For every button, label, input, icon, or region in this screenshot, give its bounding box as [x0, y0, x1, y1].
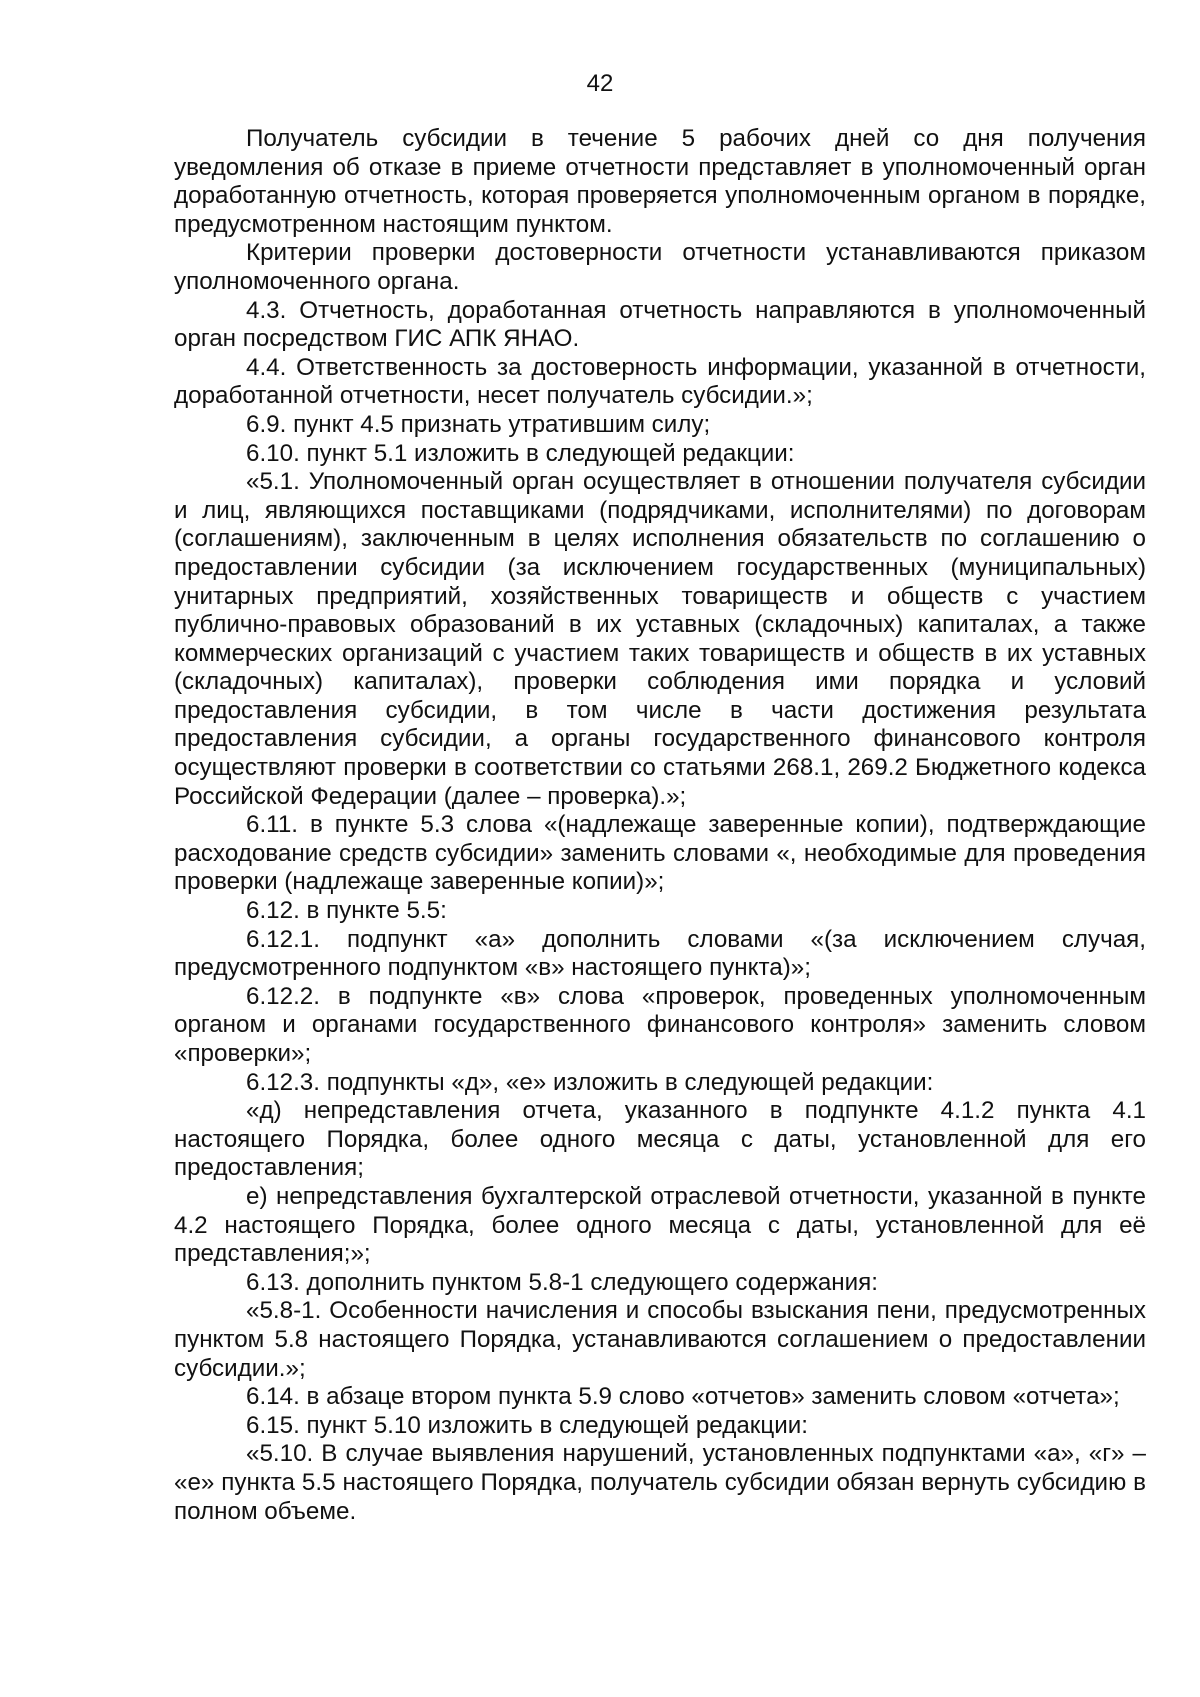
paragraph-verification-criteria: Критерии проверки достоверности отчетности устанавливаются приказом уполномоченного органа.	[174, 239, 1146, 295]
paragraph-6-9: 6.9. пункт 4.5 признать утратившим силу;	[246, 410, 711, 438]
paragraph-recipient-resubmission: Получатель субсидии в течение 5 рабочих дней со дня получения уведомления об отказе в приеме отчетности представляет в уполномоченный орган доработанную отчетность, которая проверяется уполномоченным органом в порядке, предусмотренном настоящим пунктом.	[174, 125, 1146, 238]
paragraph-4-4: 4.4. Ответственность за достоверность информации, указанной в отчетности, доработанной отчетности, несет получатель субсидии.»;	[174, 353, 1146, 410]
paragraph-subitem-d: «д) непредставления отчета, указанного в подпункте 4.1.2 пункта 4.1 настоящего Порядка, более одного месяца с даты, установленной для его предоставления;	[174, 1097, 1146, 1182]
document-body	[174, 125, 1146, 1526]
paragraph-6-10: 6.10. пункт 5.1 изложить в следующей редакции:	[246, 439, 795, 467]
paragraph-6-12-3: 6.12.3. подпункты «д», «е» изложить в следующей редакции:	[246, 1068, 934, 1096]
paragraph-6-14: 6.14. в абзаце втором пункта 5.9 слово «отчетов» заменить словом «отчета»;	[246, 1383, 1120, 1411]
page-number: 42	[586, 70, 614, 97]
paragraph-6-15: 6.15. пункт 5.10 изложить в следующей редакции:	[246, 1411, 808, 1439]
paragraph-6-12: 6.12. в пункте 5.5:	[246, 897, 447, 925]
paragraph-subitem-e: е) непредставления бухгалтерской отраслевой отчетности, указанной в пункте 4.2 настоящего Порядка, более одного месяца с даты, установленной для её представления;»;	[174, 1182, 1146, 1268]
paragraph-6-11: 6.11. в пункте 5.3 слова «(надлежаще заверенные копии), подтверждающие расходование средств субсидии» заменить словами «, необходимые для проведения проверки (надлежаще заверенные копии)»;	[174, 811, 1146, 896]
paragraph-6-12-2: 6.12.2. в подпункте «в» слова «проверок, проведенных уполномоченным органом и органами государственного финансового контроля» заменить словом «проверки»;	[174, 982, 1146, 1067]
paragraph-5-1-text: «5.1. Уполномоченный орган осуществляет в отношении получателя субсидии и лиц, являющихся поставщиками (подрядчиками, исполнителями) по договорам (соглашениям), заключенным в целях исполнения обязательств по соглашению о предоставлении субсидии (за исключением государственных (муниципальных) унитарных предприятий, хозяйственных товариществ и обществ с участием публично-правовых образований в их уставных (складочных) капиталах, а также коммерческих организаций с участием таких товариществ и обществ в их уставных (складочных) капиталах), проверки соблюдения ими порядка и условий предоставления субсидии, в том числе в части достижения результата предоставления субсидии, а органы государственного финансового контроля осуществляют проверки в соответствии со статьями 268.1, 269.2 Бюджетного кодекса Российской Федерации (далее – проверка).»;	[174, 468, 1146, 810]
paragraph-5-10-text: «5.10. В случае выявления нарушений, установленных подпунктами «а», «г» – «е» пункта 5.5 настоящего Порядка, получатель субсидии обязан вернуть субсидию в полном объеме.	[174, 1440, 1146, 1525]
paragraph-5-8-1-text: «5.8-1. Особенности начисления и способы взыскания пени, предусмотренных пунктом 5.8 настоящего Порядка, устанавливаются соглашением о предоставлении субсидии.»;	[174, 1297, 1146, 1382]
paragraph-6-13: 6.13. дополнить пунктом 5.8-1 следующего содержания:	[246, 1268, 878, 1296]
paragraph-6-12-1: 6.12.1. подпункт «а» дополнить словами «(за исключением случая, предусмотренного подпунктом «в» настоящего пункта)»;	[174, 925, 1146, 982]
paragraph-4-3: 4.3. Отчетность, доработанная отчетность направляются в уполномоченный орган посредством ГИС АПК ЯНАО.	[174, 296, 1146, 353]
